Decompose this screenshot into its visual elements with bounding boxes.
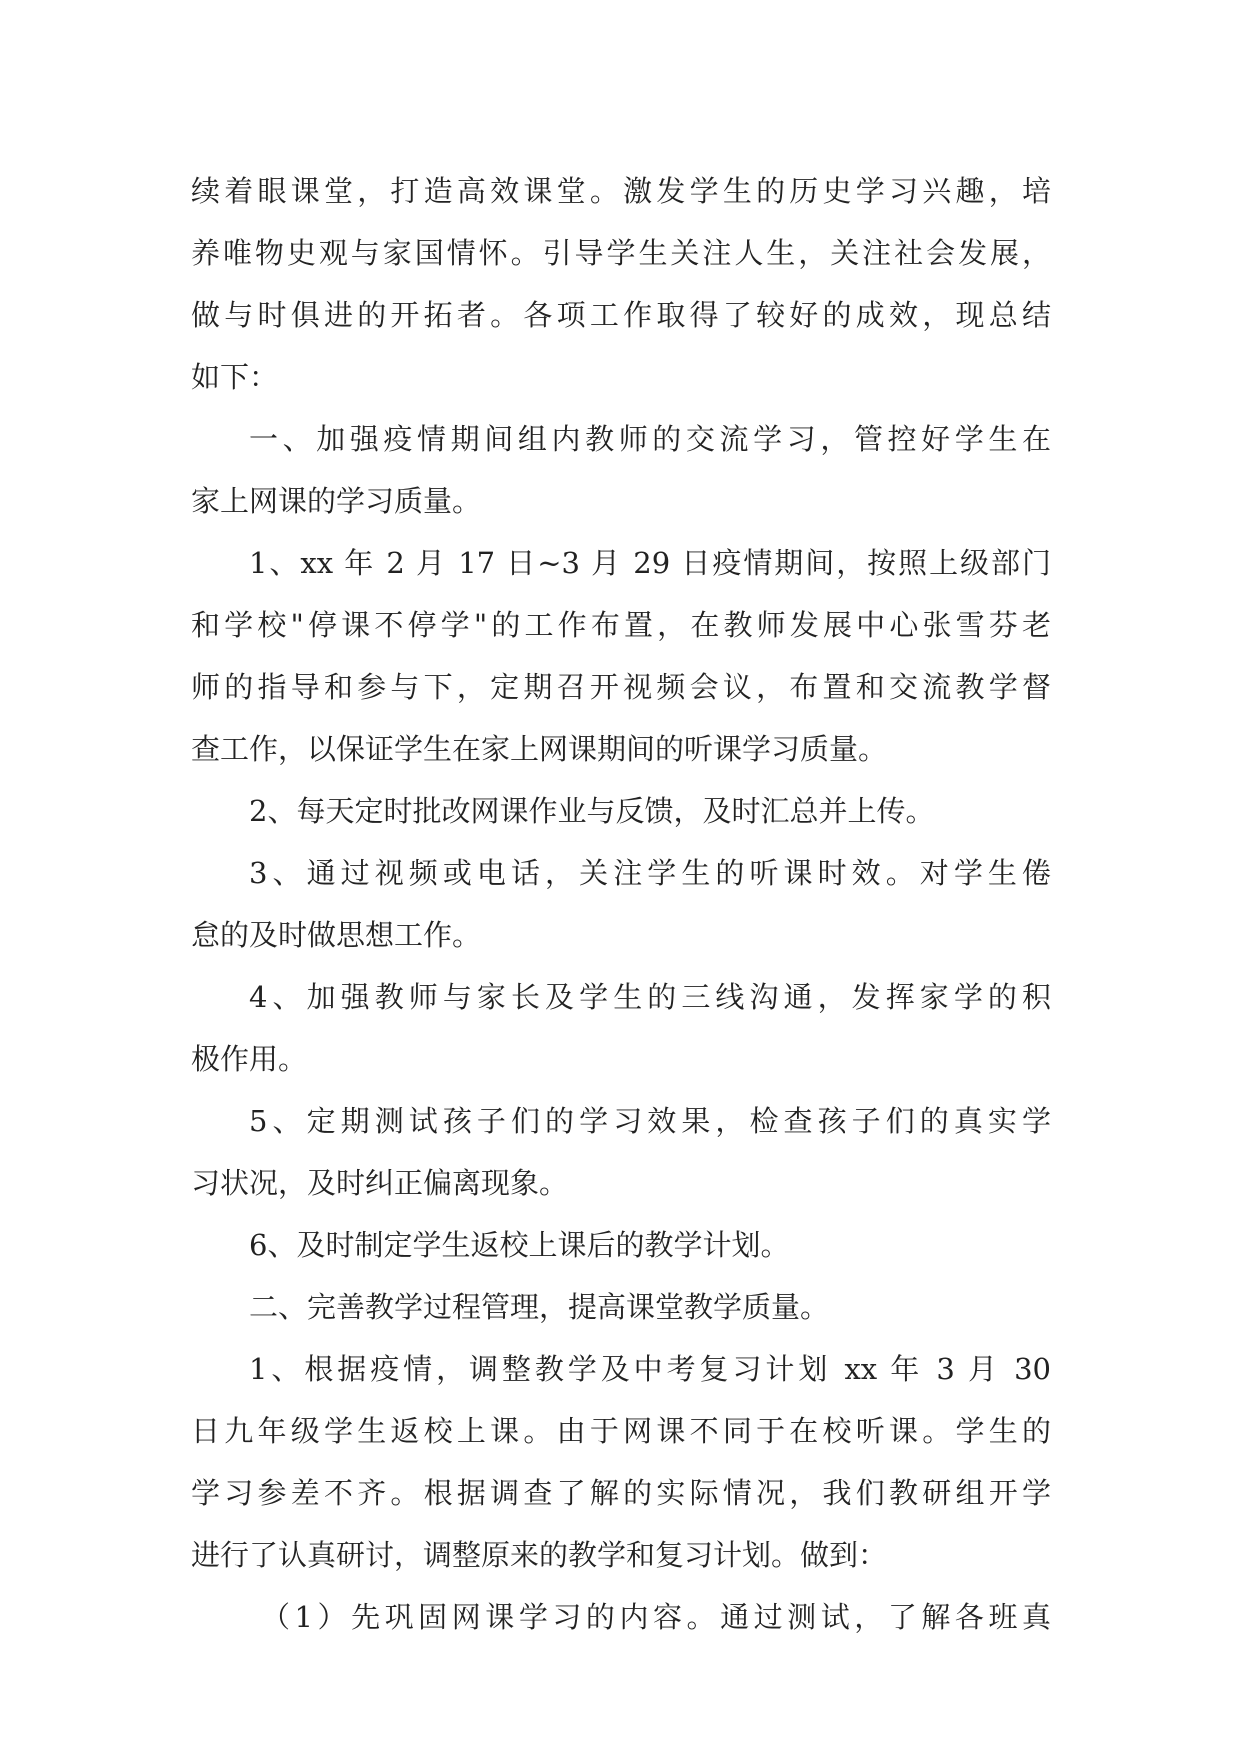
text-line: 习状况，及时纠正偏离现象。 — [191, 1166, 569, 1200]
text-line: 学习参差不齐。根据调查了解的实际情况，我们教研组开学 — [191, 1476, 1051, 1510]
list-item-4: 4、加强教师与家长及学生的三线沟通，发挥家学的积 — [249, 980, 1051, 1014]
list-item-3: 3、通过视频或电话，关注学生的听课时效。对学生倦 — [249, 856, 1051, 890]
text-line: 家上网课的学习质量。 — [191, 484, 482, 518]
text-line: 师的指导和参与下，定期召开视频会议，布置和交流教学督 — [191, 670, 1051, 704]
list-item-2-1: 1、根据疫情，调整教学及中考复习计划 xx 年 3 月 30 — [249, 1352, 1051, 1386]
text-line: 查工作，以保证学生在家上网课期间的听课学习质量。 — [191, 732, 888, 766]
text-line: 做与时俱进的开拓者。各项工作取得了较好的成效，现总结 — [191, 298, 1051, 332]
text-line: 极作用。 — [191, 1042, 308, 1076]
list-item-2: 2、每天定时批改网课作业与反馈，及时汇总并上传。 — [249, 794, 935, 828]
section-heading-1: 一、加强疫情期间组内教师的交流学习，管控好学生在 — [249, 422, 1051, 456]
text-line: 养唯物史观与家国情怀。引导学生关注人生，关注社会发展， — [191, 236, 1051, 270]
text-line: 日九年级学生返校上课。由于网课不同于在校听课。学生的 — [191, 1414, 1051, 1448]
text-line: 续着眼课堂，打造高效课堂。激发学生的历史学习兴趣，培 — [191, 174, 1051, 208]
section-heading-2: 二、完善教学过程管理，提高课堂教学质量。 — [249, 1290, 830, 1324]
document-body — [191, 160, 1051, 1648]
list-item-6: 6、及时制定学生返校上课后的教学计划。 — [249, 1228, 790, 1262]
text-line: 进行了认真研讨，调整原来的教学和复习计划。做到： — [191, 1538, 888, 1572]
sub-item-1: （1）先巩固网课学习的内容。通过测试，了解各班真 — [261, 1600, 1051, 1634]
text-line: 和学校"停课不停学"的工作布置，在教师发展中心张雪芬老 — [191, 608, 1051, 642]
list-item-1: 1、xx 年 2 月 17 日~3 月 29 日疫情期间，按照上级部门 — [249, 546, 1051, 580]
text-line: 怠的及时做思想工作。 — [191, 918, 482, 952]
text-line: 如下： — [191, 360, 279, 394]
list-item-5: 5、定期测试孩子们的学习效果，检查孩子们的真实学 — [249, 1104, 1051, 1138]
